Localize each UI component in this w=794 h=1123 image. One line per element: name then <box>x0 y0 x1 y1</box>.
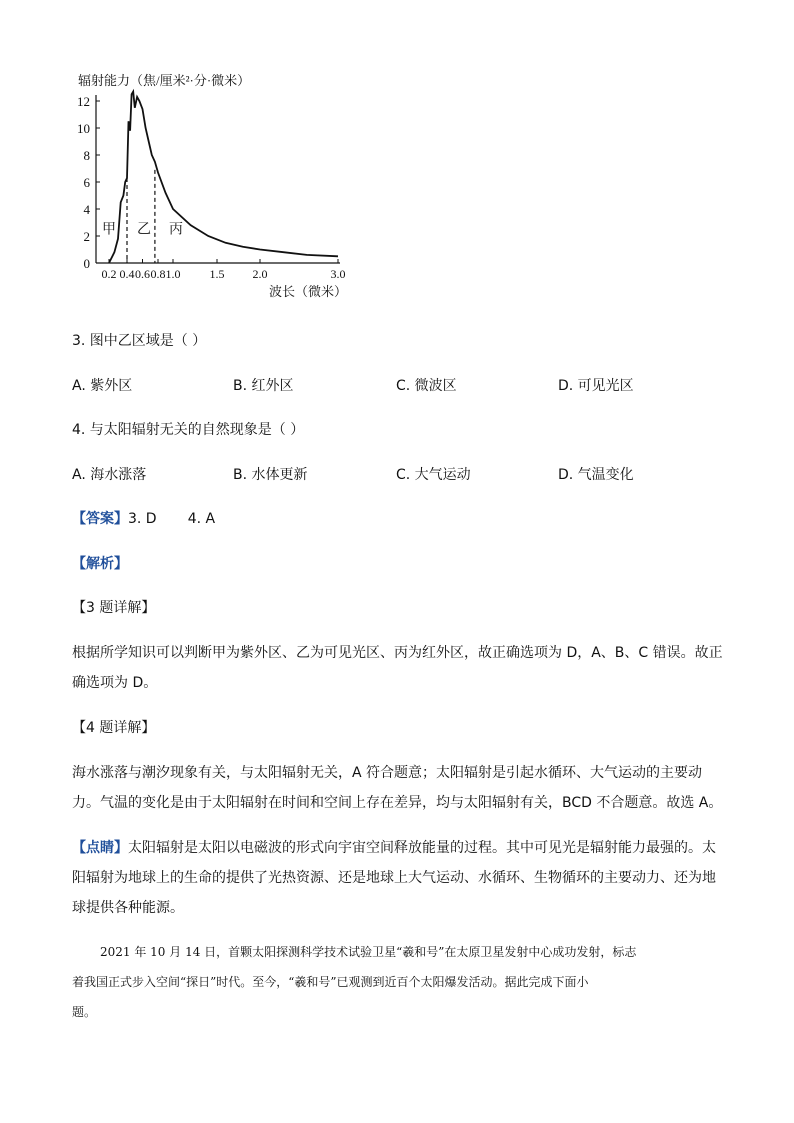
question-4-option-a: A. 海水涨落 <box>72 467 147 483</box>
region-label: 甲 <box>102 222 116 238</box>
x-tick-label: 0.4 <box>119 267 135 281</box>
question-3-option-a: A. 紫外区 <box>72 378 133 394</box>
question-3-option-c: C. 微波区 <box>396 378 457 394</box>
analysis-label: 【解析】 <box>72 556 128 572</box>
question-3-detail-line-1: 根据所学知识可以判断甲为紫外区、乙为可见光区、丙为红外区，故正确选项为 D，A、B、C 错误。故正 <box>72 645 723 661</box>
question-4-option-b: B. 水体更新 <box>233 467 308 483</box>
region-label: 丙 <box>169 222 183 238</box>
question-3-option-b: B. 红外区 <box>233 378 294 394</box>
x-tick-label: 3.0 <box>330 267 346 281</box>
question-3-stem: 3. 图中乙区域是（ ） <box>72 333 207 349</box>
x-tick-label: 0.6 <box>135 267 150 281</box>
region-dividers <box>127 170 155 263</box>
passage-line-3: 题。 <box>72 1005 97 1019</box>
y-tick-label: 4 <box>83 202 90 217</box>
question-4-detail-heading: 【4 题详解】 <box>72 720 156 736</box>
passage-line-2: 着我国正式步入空间“探日”时代。至今，“羲和号”已观测到近百个太阳爆发活动。据此完成下面小 <box>72 975 589 989</box>
question-3-detail-line-2: 确选项为 D。 <box>72 675 158 691</box>
answer-text: 3. D 4. A <box>128 511 216 527</box>
x-axis-title: 波长（微米） <box>269 284 348 299</box>
x-tick-label: 1.0 <box>165 267 181 281</box>
question-4-detail-line-2: 力。气温的变化是由于太阳辐射在时间和空间上存在差异，均与太阳辐射有关，BCD 不合题意。故选 A。 <box>72 795 723 811</box>
y-tick-label: 8 <box>83 148 90 163</box>
tip-line-3: 球提供各种能源。 <box>72 900 184 916</box>
tip-text-1: 太阳辐射是太阳以电磁波的形式向宇宙空间释放能量的过程。其中可见光是辐射能力最强的。太 <box>128 840 716 856</box>
x-ticks <box>102 259 346 281</box>
question-4-stem: 4. 与太阳辐射无关的自然现象是（ ） <box>72 422 305 438</box>
x-tick-label: 1.5 <box>209 267 225 281</box>
tip-line-1 <box>72 837 716 857</box>
question-4-detail-line-1: 海水涨落与潮汐现象有关，与太阳辐射无关，A 符合题意；太阳辐射是引起水循环、大气运动的主要动 <box>72 765 703 781</box>
question-4-option-d: D. 气温变化 <box>558 467 634 483</box>
y-tick-label: 12 <box>77 94 90 109</box>
region-label: 乙 <box>137 222 151 238</box>
question-4-option-c: C. 大气运动 <box>396 467 471 483</box>
passage-line-1: 2021 年 10 月 14 日，首颗太阳探测科学技术试验卫星“羲和号”在太原卫星发射中心成功发射，标志 <box>100 945 637 959</box>
tip-line-2: 阳辐射为地球上的生命的提供了光热资源、还是地球上大气运动、水循环、生物循环的主要动力、还为地 <box>72 870 716 886</box>
y-tick-label: 6 <box>83 175 90 190</box>
question-3-detail-heading: 【3 题详解】 <box>72 600 156 616</box>
y-axis-title: 辐射能力（焦/厘米²·分·微米） <box>78 73 251 88</box>
answer-label: 【答案】 <box>72 511 128 527</box>
y-tick-label: 0 <box>83 256 90 271</box>
y-tick-label: 10 <box>77 121 90 136</box>
question-3-option-d: D. 可见光区 <box>558 378 634 394</box>
y-tick-label: 2 <box>83 229 90 244</box>
x-tick-label: 0.2 <box>101 267 117 281</box>
x-tick-label: 0.8 <box>150 267 166 281</box>
chart-axes <box>96 95 340 263</box>
solar-radiation-chart <box>72 68 362 300</box>
tip-label: 【点睛】 <box>72 840 128 856</box>
region-labels <box>102 221 183 237</box>
answer-line <box>72 508 215 528</box>
x-tick-label: 2.0 <box>252 267 268 281</box>
